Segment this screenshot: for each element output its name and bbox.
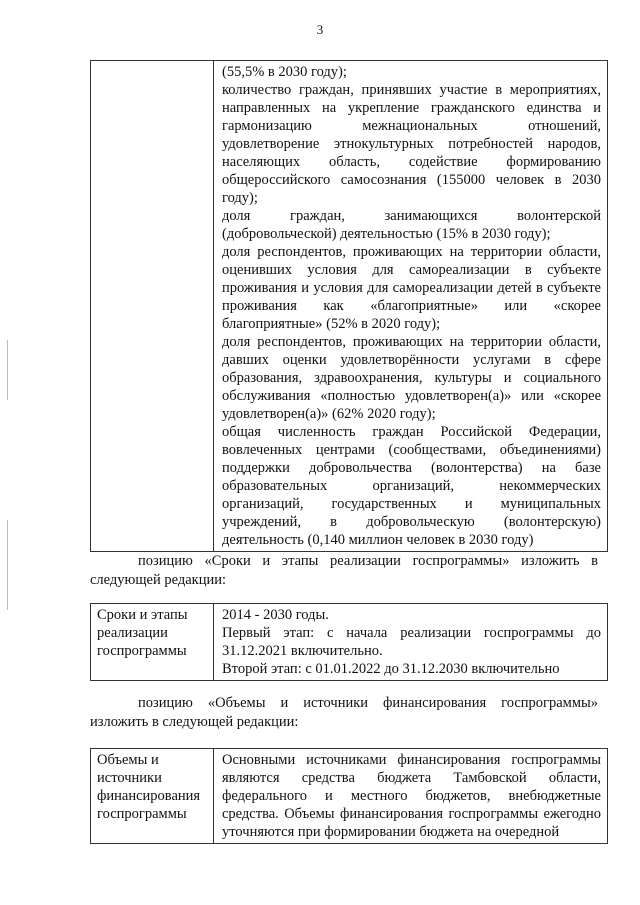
indicators-label-cell bbox=[91, 61, 214, 552]
timeline-line: 2014 - 2030 годы. bbox=[222, 607, 329, 623]
table-row bbox=[91, 749, 608, 844]
timeline-line: Первый этап: с начала реализации госпрограммы до 31.12.2021 включительно. bbox=[222, 625, 601, 659]
indicator-line: доля респондентов, проживающих на территории области, оценивших условия для самореализации в субъекте проживания и условия для самореализации детей в субъекте проживания как «благоприятные» или «скорее благоприятные» (52% в 2020 году); bbox=[222, 244, 601, 332]
timeline-instruction-text: позицию «Сроки и этапы реализации госпрограммы» изложить в следующей редакции: bbox=[90, 553, 598, 588]
timeline-instruction-paragraph bbox=[90, 552, 598, 590]
timeline-table bbox=[90, 603, 608, 681]
timeline-content-cell bbox=[214, 604, 608, 681]
funding-content-cell bbox=[214, 749, 608, 844]
funding-table bbox=[90, 748, 608, 844]
table-row bbox=[91, 61, 608, 552]
indicator-line: общая численность граждан Российской Федерации, вовлеченных центрами (сообществами, объединениями) поддержки добровольчества (волонтерства) на базе образовательных организаций, некоммерческих организаций, государственных и муниципальных учреждений, в добровольческую (волонтерскую) деятельность (0,140 миллион человек в 2030 году) bbox=[222, 424, 601, 548]
indicator-line: доля респондентов, проживающих на территории области, давших оценки удовлетворённости услугами в сфере образования, здравоохранения, культуры и социального обслуживания «полностью удовлетворен(а)» или «скорее удовлетворен(а)» (62% 2020 году); bbox=[222, 334, 601, 422]
scan-edge-mark bbox=[7, 340, 8, 400]
table-row bbox=[91, 604, 608, 681]
funding-instruction-text: позицию «Объемы и источники финансирования госпрограммы» изложить в следующей редакции: bbox=[90, 695, 598, 730]
funding-label-cell: Объемы и источники финансирования госпрограммы bbox=[91, 749, 214, 844]
indicator-line: (55,5% в 2030 году); bbox=[222, 64, 347, 80]
indicators-table bbox=[90, 60, 608, 552]
scan-edge-mark bbox=[7, 520, 8, 610]
indicator-line: доля граждан, занимающихся волонтерской (добровольческой) деятельностью (15% в 2030 году); bbox=[222, 208, 601, 242]
timeline-label-cell: Сроки и этапы реализации госпрограммы bbox=[91, 604, 214, 681]
indicators-content-cell bbox=[214, 61, 608, 552]
funding-line: Основными источниками финансирования госпрограммы являются средства бюджета Тамбовской области, федерального и местного бюджетов, внебюджетные средства. Объемы финансирования госпрограммы ежегодно уточняются при формировании бюджета на очередной bbox=[222, 752, 601, 840]
timeline-line: Второй этап: с 01.01.2022 до 31.12.2030 включительно bbox=[222, 661, 560, 677]
page-number: 3 bbox=[316, 22, 324, 37]
funding-instruction-paragraph bbox=[90, 694, 598, 732]
indicator-line: количество граждан, принявших участие в мероприятиях, направленных на укрепление гражданского единства и гармонизацию межнациональных отношений, удовлетворение этнокультурных потребностей народов, населяющих область, содействие формированию общероссийского самосознания (155000 человек в 2030 году); bbox=[222, 82, 601, 206]
